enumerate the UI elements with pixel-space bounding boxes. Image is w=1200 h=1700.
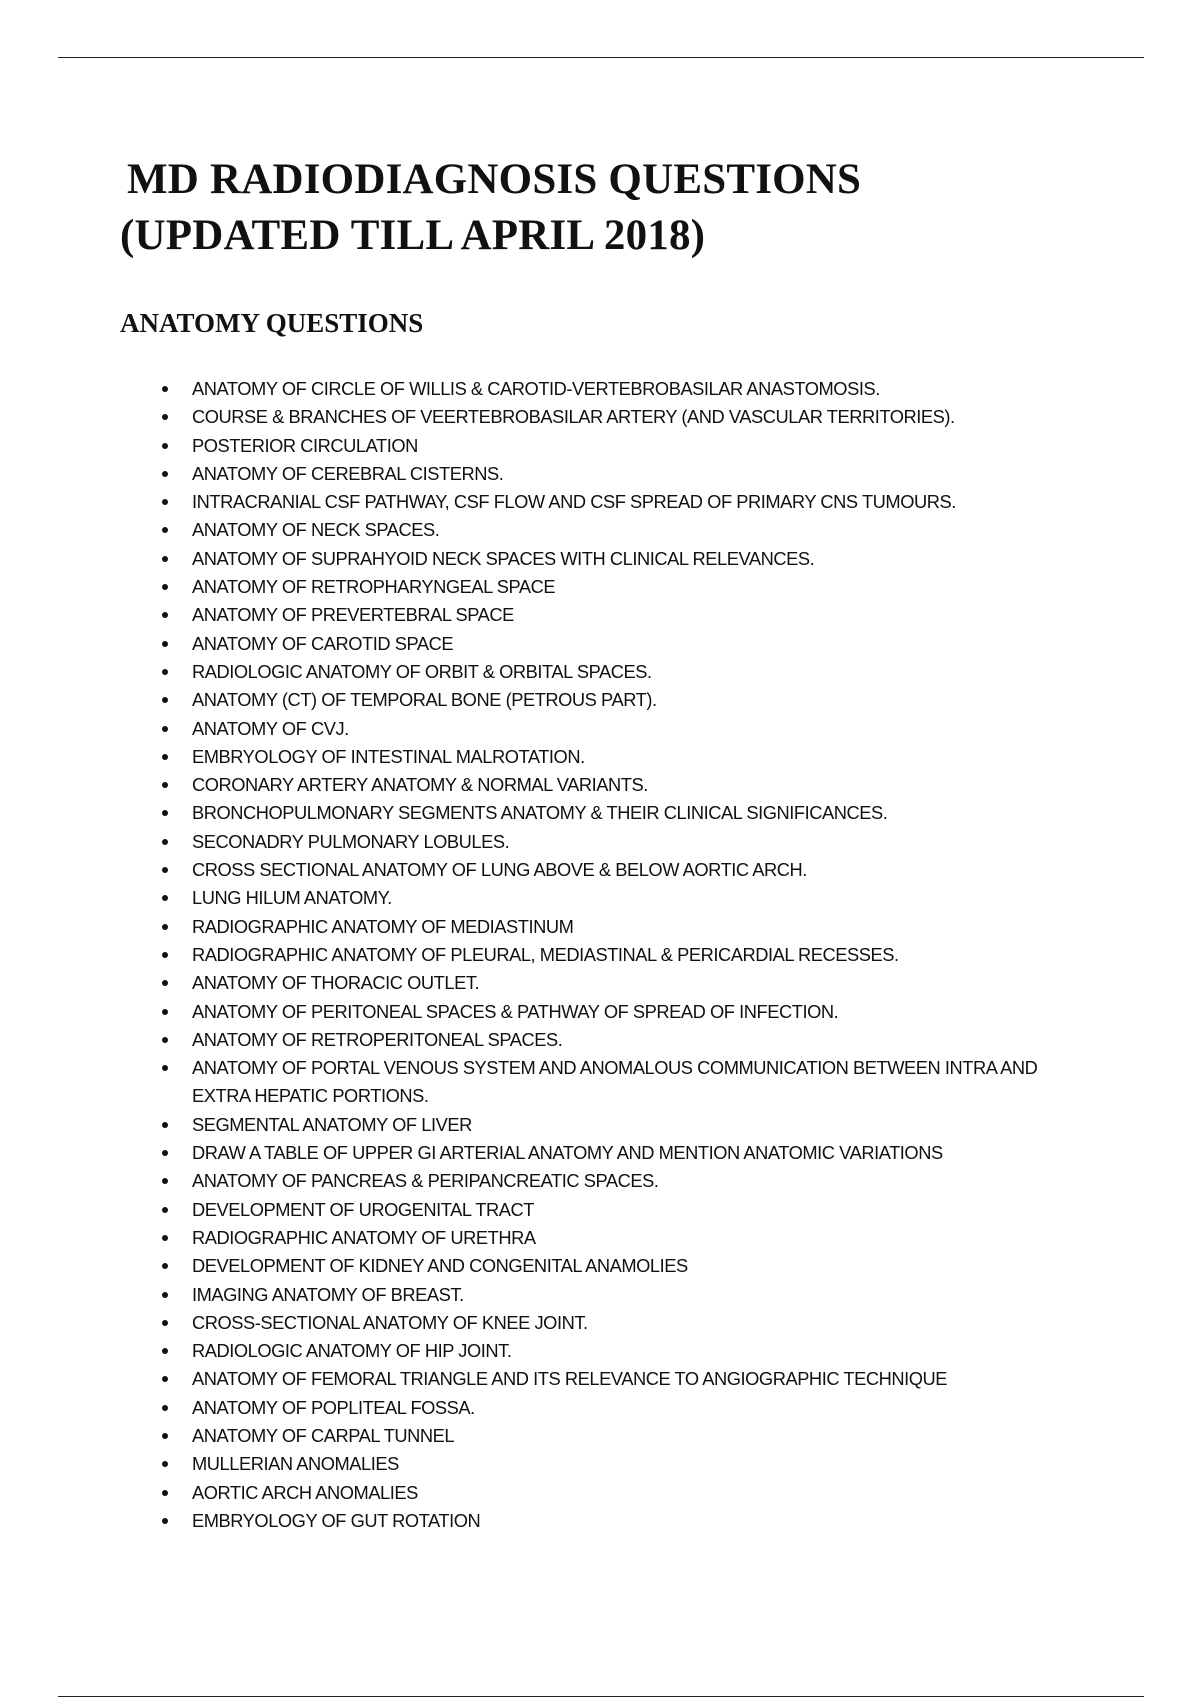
bullet-icon (162, 1178, 168, 1184)
question-item (192, 1167, 1092, 1195)
question-item (192, 1111, 1092, 1139)
question-text: EMBRYOLOGY OF GUT ROTATION (192, 1509, 481, 1531)
question-item (192, 630, 1092, 658)
question-item (192, 1422, 1092, 1450)
question-text: ANATOMY OF SUPRAHYOID NECK SPACES WITH CLINICAL RELEVANCES. (192, 547, 815, 569)
bullet-icon (162, 641, 168, 647)
question-text: ANATOMY (CT) OF TEMPORAL BONE (PETROUS PART). (192, 689, 657, 711)
question-item (192, 771, 1092, 799)
bullet-icon (162, 499, 168, 505)
bullet-icon (162, 584, 168, 590)
bullet-icon (162, 697, 168, 703)
bullet-icon (162, 1490, 168, 1496)
question-item (192, 1224, 1092, 1252)
bullet-icon (162, 924, 168, 930)
question-item (192, 1054, 1092, 1111)
bullet-icon (162, 952, 168, 958)
question-item (192, 743, 1092, 771)
question-text: AORTIC ARCH ANOMALIES (192, 1481, 418, 1503)
question-item (192, 1026, 1092, 1054)
question-text: DEVELOPMENT OF UROGENITAL TRACT (192, 1198, 534, 1220)
question-item (192, 601, 1092, 629)
document-title-line-2: (UPDATED TILL APRIL 2018) (120, 212, 706, 259)
bullet-icon (162, 895, 168, 901)
question-item (192, 941, 1092, 969)
question-text: ANATOMY OF PREVERTEBRAL SPACE (192, 604, 514, 626)
bullet-icon (162, 1405, 168, 1411)
bullet-icon (162, 1320, 168, 1326)
bullet-icon (162, 1348, 168, 1354)
document-title (120, 152, 861, 264)
bullet-icon (162, 754, 168, 760)
question-text: POSTERIOR CIRCULATION (192, 434, 418, 456)
question-text: ANATOMY OF FEMORAL TRIANGLE AND ITS RELEVANCE TO ANGIOGRAPHIC TECHNIQUE (192, 1368, 947, 1390)
question-item (192, 375, 1092, 403)
question-text: CROSS SECTIONAL ANATOMY OF LUNG ABOVE & BELOW AORTIC ARCH. (192, 859, 807, 881)
question-item (192, 969, 1092, 997)
question-text: RADIOLOGIC ANATOMY OF HIP JOINT. (192, 1340, 512, 1362)
question-text: ANATOMY OF PERITONEAL SPACES & PATHWAY OF SPREAD OF INFECTION. (192, 1000, 839, 1022)
question-text: ANATOMY OF PANCREAS & PERIPANCREATIC SPACES. (192, 1170, 659, 1192)
bullet-icon (162, 1065, 168, 1071)
question-list (192, 375, 1092, 1535)
bullet-icon (162, 669, 168, 675)
question-item (192, 856, 1092, 884)
question-text: ANATOMY OF CIRCLE OF WILLIS & CAROTID-VERTEBROBASILAR ANASTOMOSIS. (192, 378, 880, 399)
question-item (192, 1139, 1092, 1167)
bullet-icon (162, 1292, 168, 1298)
bullet-icon (162, 1122, 168, 1128)
bullet-icon (162, 386, 168, 392)
question-text: ANATOMY OF THORACIC OUTLET. (192, 972, 480, 994)
question-text: ANATOMY OF RETROPHARYNGEAL SPACE (192, 576, 556, 598)
question-text: ANATOMY OF CEREBRAL CISTERNS. (192, 462, 504, 484)
bullet-icon (162, 1461, 168, 1467)
bullet-icon (162, 839, 168, 845)
question-item (192, 516, 1092, 544)
question-text: RADIOGRAPHIC ANATOMY OF MEDIASTINUM (192, 915, 574, 937)
question-item (192, 403, 1092, 431)
question-item (192, 573, 1092, 601)
question-item (192, 1507, 1092, 1535)
question-item (192, 1450, 1092, 1478)
bullet-icon (162, 471, 168, 477)
question-text: DRAW A TABLE OF UPPER GI ARTERIAL ANATOMY AND MENTION ANATOMIC VARIATIONS (192, 1142, 943, 1164)
question-text: MULLERIAN ANOMALIES (192, 1453, 399, 1475)
question-text: INTRACRANIAL CSF PATHWAY, CSF FLOW AND CSF SPREAD OF PRIMARY CNS TUMOURS. (192, 491, 956, 513)
question-item (192, 1365, 1092, 1393)
question-item (192, 828, 1092, 856)
question-text: ANATOMY OF CARPAL TUNNEL (192, 1424, 455, 1446)
bullet-icon (162, 1263, 168, 1269)
question-text: ANATOMY OF NECK SPACES. (192, 519, 440, 541)
bullet-icon (162, 414, 168, 420)
question-item (192, 545, 1092, 573)
document-title-line-1: MD RADIODIAGNOSIS QUESTIONS (127, 156, 862, 203)
question-text: LUNG HILUM ANATOMY. (192, 887, 392, 909)
question-text: DEVELOPMENT OF KIDNEY AND CONGENITAL ANAMOLIES (192, 1255, 688, 1277)
bullet-icon (162, 1376, 168, 1382)
bullet-icon (162, 867, 168, 873)
question-text: ANATOMY OF CVJ. (192, 717, 349, 739)
bullet-icon (162, 443, 168, 449)
question-item (192, 686, 1092, 714)
bullet-icon (162, 1150, 168, 1156)
bullet-icon (162, 1235, 168, 1241)
bullet-icon (162, 1009, 168, 1015)
question-text: ANATOMY OF CAROTID SPACE (192, 632, 454, 654)
question-item (192, 715, 1092, 743)
question-text: CORONARY ARTERY ANATOMY & NORMAL VARIANTS. (192, 774, 648, 796)
question-text: SECONADRY PULMONARY LOBULES. (192, 830, 510, 852)
question-item (192, 1281, 1092, 1309)
bullet-icon (162, 527, 168, 533)
question-item (192, 1252, 1092, 1280)
question-item (192, 1337, 1092, 1365)
question-item (192, 432, 1092, 460)
question-text: ANATOMY OF PORTAL VENOUS SYSTEM AND ANOMALOUS COMMUNICATION BETWEEN INTRA AND EXTRA HEPATIC PORTIONS. (192, 1057, 1038, 1107)
bullet-icon (162, 612, 168, 618)
question-item (192, 460, 1092, 488)
question-text: SEGMENTAL ANATOMY OF LIVER (192, 1113, 472, 1135)
bullet-icon (162, 556, 168, 562)
top-divider (58, 57, 1144, 58)
question-item (192, 884, 1092, 912)
bullet-icon (162, 1037, 168, 1043)
question-item (192, 998, 1092, 1026)
bullet-icon (162, 726, 168, 732)
question-item (192, 799, 1092, 827)
question-text: RADIOLOGIC ANATOMY OF ORBIT & ORBITAL SPACES. (192, 660, 652, 682)
section-heading: ANATOMY QUESTIONS (120, 308, 424, 338)
question-text: BRONCHOPULMONARY SEGMENTS ANATOMY & THEIR CLINICAL SIGNIFICANCES. (192, 802, 888, 824)
question-text: RADIOGRAPHIC ANATOMY OF PLEURAL, MEDIASTINAL & PERICARDIAL RECESSES. (192, 943, 899, 965)
bullet-icon (162, 782, 168, 788)
question-text: CROSS-SECTIONAL ANATOMY OF KNEE JOINT. (192, 1311, 588, 1333)
question-text: COURSE & BRANCHES OF VEERTEBROBASILAR ARTERY (AND VASCULAR TERRITORIES). (192, 406, 955, 428)
bullet-icon (162, 980, 168, 986)
question-item (192, 1394, 1092, 1422)
question-item (192, 1479, 1092, 1507)
bullet-icon (162, 1518, 168, 1524)
question-item (192, 913, 1092, 941)
bullet-icon (162, 1207, 168, 1213)
bullet-icon (162, 810, 168, 816)
bottom-divider (58, 1696, 1144, 1697)
question-text: ANATOMY OF POPLITEAL FOSSA. (192, 1396, 475, 1418)
bullet-icon (162, 1433, 168, 1439)
question-text: ANATOMY OF RETROPERITONEAL SPACES. (192, 1028, 563, 1050)
question-item (192, 658, 1092, 686)
question-item (192, 488, 1092, 516)
question-item (192, 1196, 1092, 1224)
question-item (192, 1309, 1092, 1337)
question-text: EMBRYOLOGY OF INTESTINAL MALROTATION. (192, 745, 585, 767)
question-text: IMAGING ANATOMY OF BREAST. (192, 1283, 464, 1305)
question-text: RADIOGRAPHIC ANATOMY OF URETHRA (192, 1226, 536, 1248)
